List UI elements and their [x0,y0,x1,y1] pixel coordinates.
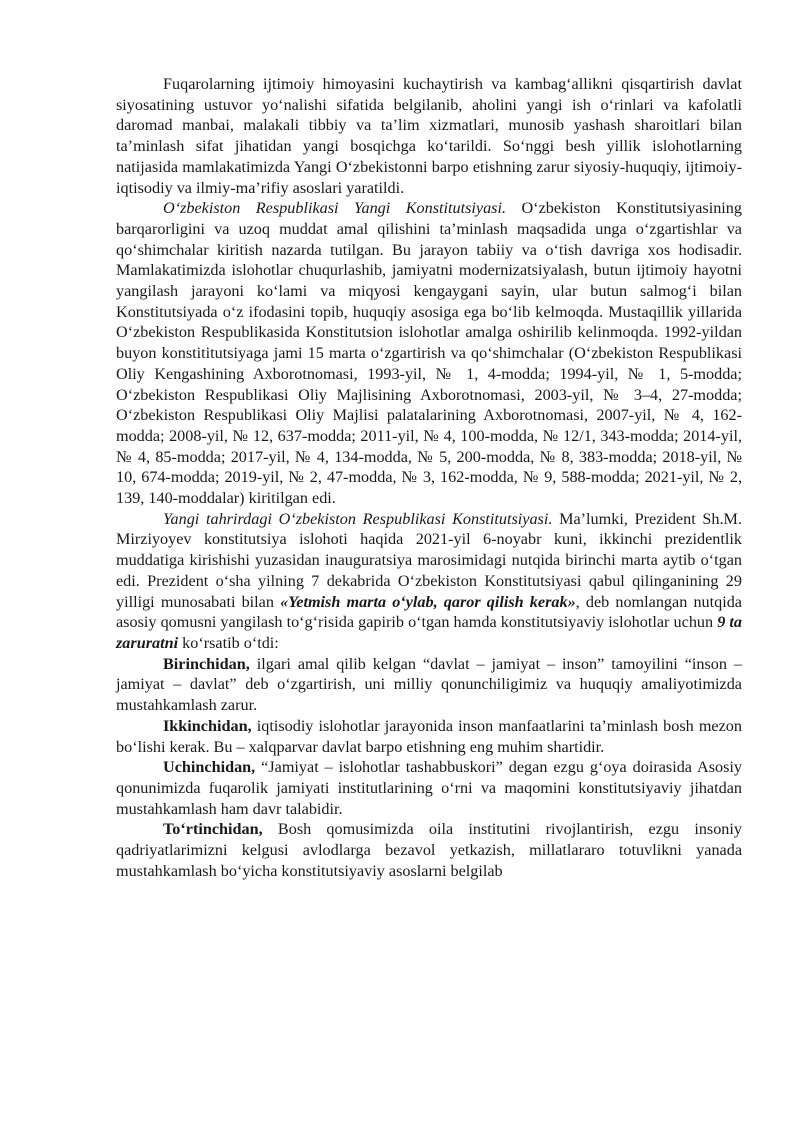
paragraph-third [116,757,742,819]
ordinal-label: To‘rtinchidan, [163,820,263,839]
paragraph-text: Fuqarolarning ijtimoiy himoyasini kuchaytirish va kambag‘allikni qisqartirish davlat siyosatining ustuvor yo‘nalishi sifatida belgilanib, aholini yangi ish o‘rinlari va kafolatli daromad manbai, malakali tibbiy va ta’lim xizmatlari, munosib yashash sharoitlari bilan ta’minlash sifat jihatidan yangi bosqichga ko‘tarildi. So‘nggi besh yillik islohotlarning natijasida mamlakatimizda Yangi O‘zbekistonni barpo etishning zarur siyosiy-huquqiy, ijtimoiy-iqtisodiy va ilmiy-ma’rifiy asoslari yaratildi. [116,75,742,197]
paragraph-revised-constitution [116,509,742,654]
speech-title: «Yetmish marta o‘ylab, qaror qilish kerak» [280,592,576,611]
paragraph-text: ilgari amal qilib kelgan “davlat – jamiyat – inson” tamoyilini “inson – jamiyat – davlat” deb o‘zgartirish, uni milliy qonunchiligimiz va huquqiy amaliyotimizda mustahkamlash zarur. [116,654,742,715]
paragraph-second [116,716,742,757]
paragraph-text: O‘zbekiston Konstitutsiyasining barqarorligini va uzoq muddat amal qilishini ta’minlash maqsadida unga o‘zgartishlar va qo‘shimchalar kiritish nazarda tutilgan. Bu jarayon tabiiy va o‘tish davriga xos hodisadir. Mamlakatimizda islohotlar chuqurlashib, jamiyatni modernizatsiyalash, butun ijtimoiy hayotni yangilash jarayoni ko‘lami va miqyosi kengaygani sayin, ular butun salmog‘i bilan Konstitutsiyada o‘z ifodasini topib, huquqiy asosiga ega bo‘lib kelmoqda. Mustaqillik yillarida O‘zbekiston Respublikasida Konstitutsion islohotlar amalga oshirilib kelinmoqda. 1992-yildan buyon konstititutsiyaga jami 15 marta o‘zgartirish va qo‘shimchalar (O‘zbekiston Respublikasi Oliy Kengashining Axborotnomasi, 1993-yil, № 1, 4-modda; 1994-yil, № 1, 5-modda; O‘zbekiston Respublikasi Oliy Majlisining Axborotnomasi, 2003-yil, № 3–4, 27-modda; O‘zbekiston Respublikasi Oliy Majlisi palatalarining Axborotnomasi, 2007-yil, № 4, 162-modda; 2008-yil, № 12, 637-modda; 2011-yil, № 4, 100-modda, № 12/1, 343-modda; 2014-yil, № 4, 85-modda; 2017-yil, № 4, 134-modda, № 5, 200-modda, № 8, 383-modda; 2018-yil, № 10, 674-modda; 2019-yil, № 2, 47-modda, № 3, 162-modda, № 9, 588-modda; 2021-yil, № 2, 139, 140-moddalar) kiritilgan edi. [116,199,742,508]
paragraph-fourth [116,819,742,881]
paragraph-text: Bosh qomusimizda oila institutini rivojlantirish, ezgu insoniy qadriyatlarimizni kelgusi avlodlarga bezavol yetkazish, millatlararo totuvlikni yanada mustahkamlash bo‘yicha konstitutsiyaviy asoslarni belgilab [116,820,742,880]
paragraph-text: iqtisodiy islohotlar jarayonida inson manfaatlarini ta’minlash bosh mezon bo‘lishi kerak. Bu – xalqparvar davlat barpo etishning eng muhim shartidir. [116,716,742,756]
paragraph-intro [116,74,742,198]
paragraph-text: “Jamiyat – islohotlar tashabbuskori” degan ezgu g‘oya doirasida Asosiy qonunimizda fuqarolik jamiyati institutlarining o‘rni va maqomini konstitutsiyaviy jihatdan mustahkamlash ham davr talabidir. [116,758,742,818]
paragraph-heading: O‘zbekiston Respublikasi Yangi Konstitutsiyasi. [163,199,507,218]
paragraph-first [116,654,742,716]
paragraph-heading: Yangi tahrirdagi O‘zbekiston Respublikasi Konstitutsiyasi. [163,509,553,528]
document-page [116,74,742,881]
necessities-count: 9 ta zaruratni [116,613,743,652]
paragraph-text: ko‘rsatib o‘tdi: [178,633,279,652]
paragraph-text: , deb nomlangan nutqida asosiy qomusni yangilash to‘g‘risida gapirib o‘tgan hamda konstitutsiyaviy islohotlar uchun [116,592,742,632]
paragraph-new-constitution [116,198,742,509]
paragraph-text: Ma’lumki, Prezident Sh.M. Mirziyoyev konstitutsiya islohoti haqida 2021-yil 6-noyabr kuni, ikkinchi prezidentlik muddatiga kirishishi yuzasidan inauguratsiya marosimidagi nutqida birinchi marta aytib o‘tgan edi. Prezident o‘sha yilning 7 dekabrida O‘zbekiston Konstitutsiyasi qabul qilinganining 29 yilligi munosabati bilan [116,509,742,611]
ordinal-label: Birinchidan, [163,654,250,673]
ordinal-label: Uchinchidan, [163,758,256,777]
ordinal-label: Ikkinchidan, [163,716,252,735]
